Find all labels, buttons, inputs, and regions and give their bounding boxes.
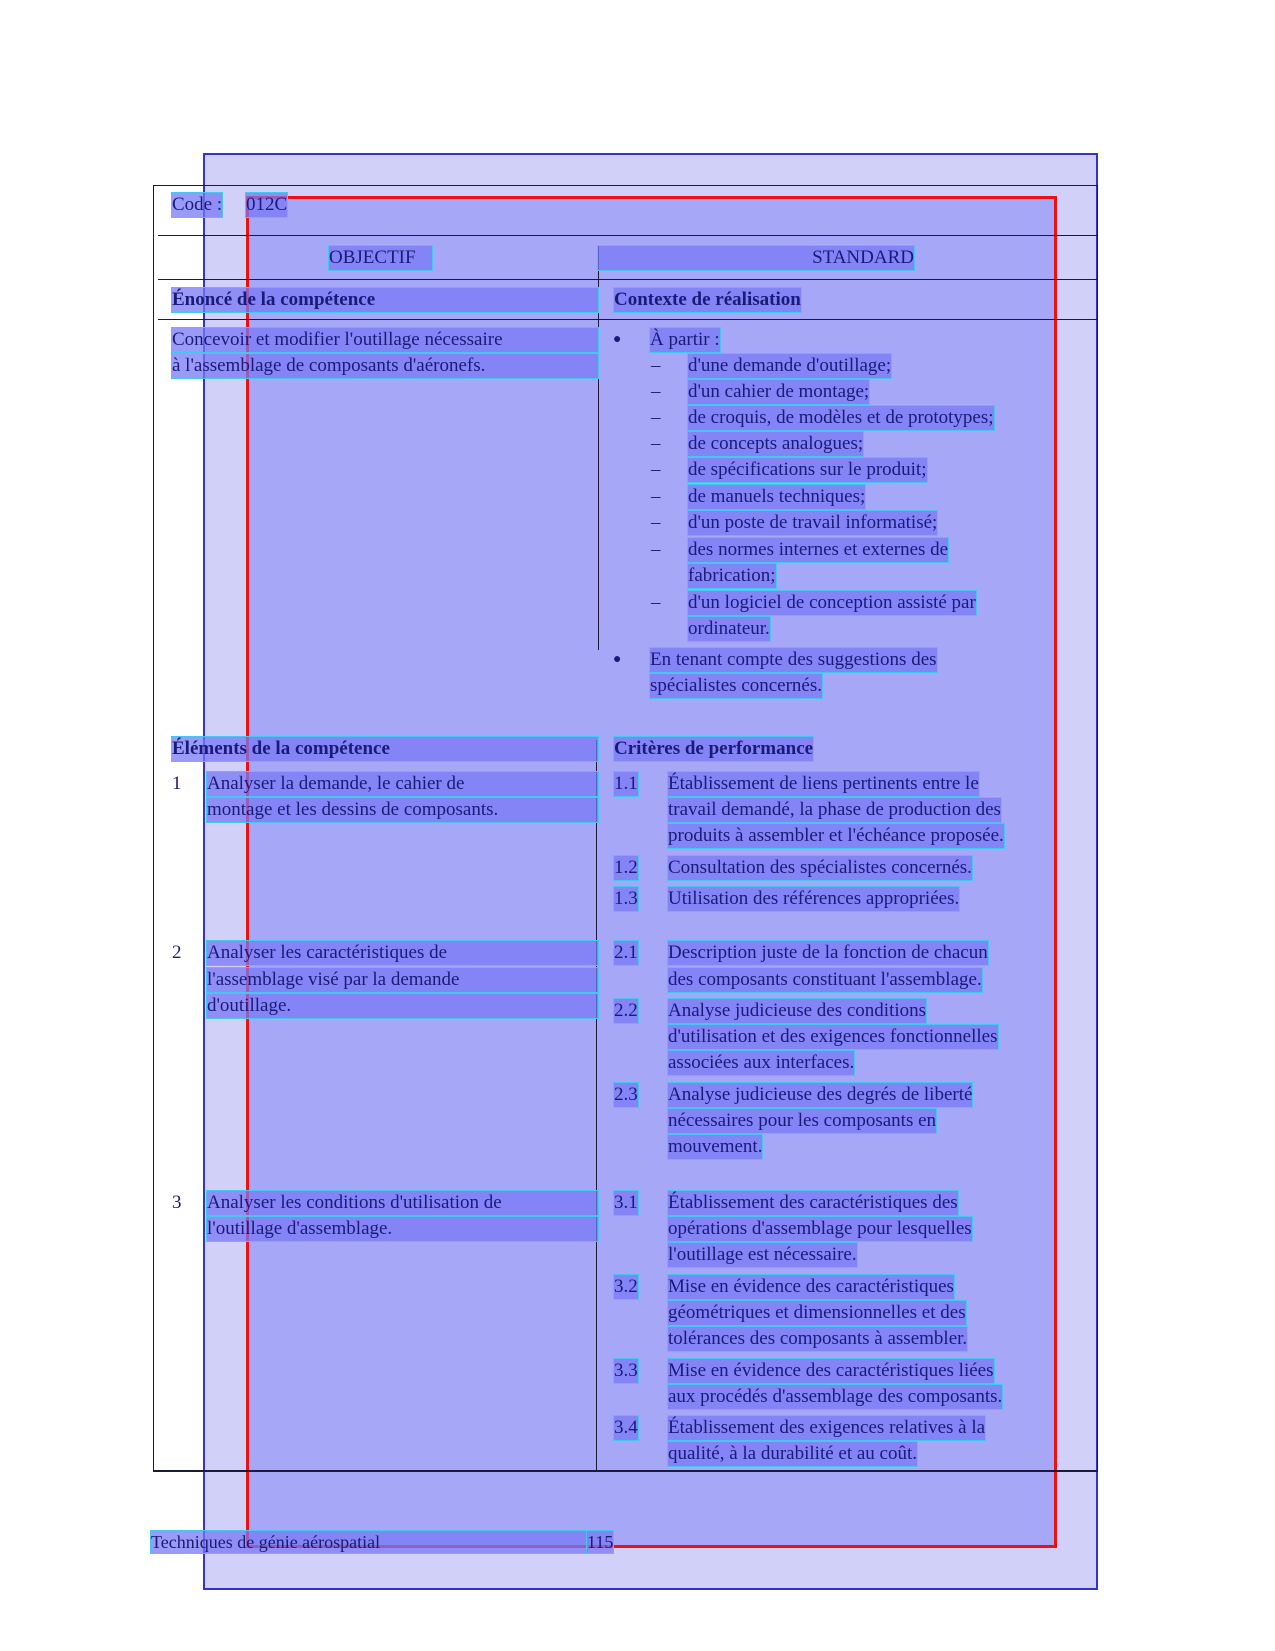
table-bottom-border (153, 1470, 1098, 1472)
header-divider-2 (158, 279, 1098, 280)
table-top-border (153, 185, 1098, 186)
element-number: 2 (172, 942, 182, 963)
criterion-number: 2.3 (614, 1084, 638, 1105)
criterion-line: tolérances des composants à assembler. (668, 1328, 968, 1349)
criterion-line: l'outillage est nécessaire. (668, 1244, 857, 1265)
criterion-line: Analyse judicieuse des conditions (668, 1000, 927, 1021)
header-divider-1 (158, 235, 1098, 236)
criteria-title: Critères de performance (614, 738, 814, 759)
context-bullet2-line-2: spécialistes concernés. (650, 675, 822, 696)
criterion-line: Mise en évidence des caractéristiques (668, 1276, 954, 1297)
criterion-line: produits à assembler et l'échéance proposée. (668, 825, 1004, 846)
criterion-line: mouvement. (668, 1136, 763, 1157)
criterion-number: 3.1 (614, 1192, 638, 1213)
objective-line-1: Concevoir et modifier l'outillage nécessaire (172, 328, 598, 352)
criterion-number: 1.3 (614, 888, 638, 909)
element-line: montage et les dessins de composants. (207, 798, 598, 822)
element-number: 3 (172, 1192, 182, 1213)
objective-line-2: à l'assemblage de composants d'aéronefs. (172, 354, 598, 378)
criterion-line: Utilisation des références appropriées. (668, 888, 960, 909)
element-line: Analyser la demande, le cahier de (207, 772, 598, 796)
criterion-line: opérations d'assemblage pour lesquelles (668, 1218, 972, 1239)
criterion-line: géométriques et dimensionnelles et des (668, 1302, 966, 1323)
header-standard: STANDARD (598, 246, 914, 270)
criterion-line: Établissement des exigences relatives à la (668, 1417, 986, 1438)
criterion-number: 3.3 (614, 1360, 638, 1381)
objective-title: Énoncé de la compétence (172, 288, 598, 312)
criterion-line: aux procédés d'assemblage des composants. (668, 1386, 1003, 1407)
context-item: de concepts analogues; (688, 433, 864, 454)
element-line: Analyser les conditions d'utilisation de (207, 1191, 598, 1215)
element-line: d'outillage. (207, 994, 598, 1018)
context-item: de manuels techniques; (688, 486, 866, 507)
context-item-continued: fabrication; (688, 565, 776, 586)
criterion-line: Analyse judicieuse des degrés de liberté (668, 1084, 973, 1105)
context-dash: – (651, 355, 661, 376)
criterion-number: 1.2 (614, 857, 638, 878)
criterion-number: 3.4 (614, 1417, 638, 1438)
context-bullet2-line-1: En tenant compte des suggestions des (650, 649, 937, 670)
context-dash: – (651, 512, 661, 533)
context-bullet-2: ● (613, 652, 622, 667)
criterion-line: qualité, à la durabilité et au coût. (668, 1443, 918, 1464)
context-bullet-1: ● (613, 332, 622, 347)
element-line: Analyser les caractéristiques de (207, 941, 598, 965)
criterion-line: travail demandé, la phase de production des (668, 799, 1001, 820)
context-dash: – (651, 539, 661, 560)
criterion-line: Établissement des caractéristiques des (668, 1192, 958, 1213)
criterion-line: nécessaires pour les composants en (668, 1110, 937, 1131)
table-left-border (153, 185, 154, 1471)
criterion-number: 2.1 (614, 942, 638, 963)
context-dash: – (651, 459, 661, 480)
element-line: l'assemblage visé par la demande (207, 968, 598, 992)
column-divider-bottom (596, 740, 597, 1470)
context-title: Contexte de réalisation (614, 289, 801, 310)
criterion-number: 1.1 (614, 773, 638, 794)
criterion-line: des composants constituant l'assemblage. (668, 969, 982, 990)
criterion-number: 2.2 (614, 1000, 638, 1021)
element-number: 1 (172, 773, 182, 794)
context-item: des normes internes et externes de (688, 539, 949, 560)
table-right-border (1097, 185, 1098, 1471)
header-divider-3 (158, 319, 1098, 320)
context-dash: – (651, 407, 661, 428)
criterion-line: Établissement de liens pertinents entre le (668, 773, 979, 794)
context-item: d'un logiciel de conception assisté par (688, 592, 976, 613)
criterion-line: Consultation des spécialistes concernés. (668, 857, 972, 878)
context-dash: – (651, 433, 661, 454)
context-dash: – (651, 486, 661, 507)
context-item: d'une demande d'outillage; (688, 355, 892, 376)
criterion-line: Mise en évidence des caractéristiques liées (668, 1360, 994, 1381)
context-dash: – (651, 381, 661, 402)
footer-page-number: 115 (587, 1532, 614, 1552)
code-value: 012C (246, 194, 288, 215)
column-divider-top (598, 245, 599, 650)
footer-program: Techniques de génie aérospatial (151, 1531, 587, 1553)
context-item: de spécifications sur le produit; (688, 459, 927, 480)
criterion-number: 3.2 (614, 1276, 638, 1297)
context-item: d'un poste de travail informatisé; (688, 512, 938, 533)
context-dash: – (651, 592, 661, 613)
context-item: de croquis, de modèles et de prototypes; (688, 407, 994, 428)
criterion-line: d'utilisation et des exigences fonctionnelles (668, 1026, 998, 1047)
context-item-continued: ordinateur. (688, 618, 770, 639)
criterion-line: associées aux interfaces. (668, 1052, 855, 1073)
elements-title: Éléments de la compétence (172, 737, 598, 761)
context-item: d'un cahier de montage; (688, 381, 870, 402)
element-line: l'outillage d'assemblage. (207, 1217, 598, 1241)
header-objectif: OBJECTIF (329, 246, 432, 270)
context-bullet1-text: À partir : (650, 329, 720, 350)
code-label: Code : (172, 194, 223, 215)
criterion-line: Description juste de la fonction de chacun (668, 942, 988, 963)
